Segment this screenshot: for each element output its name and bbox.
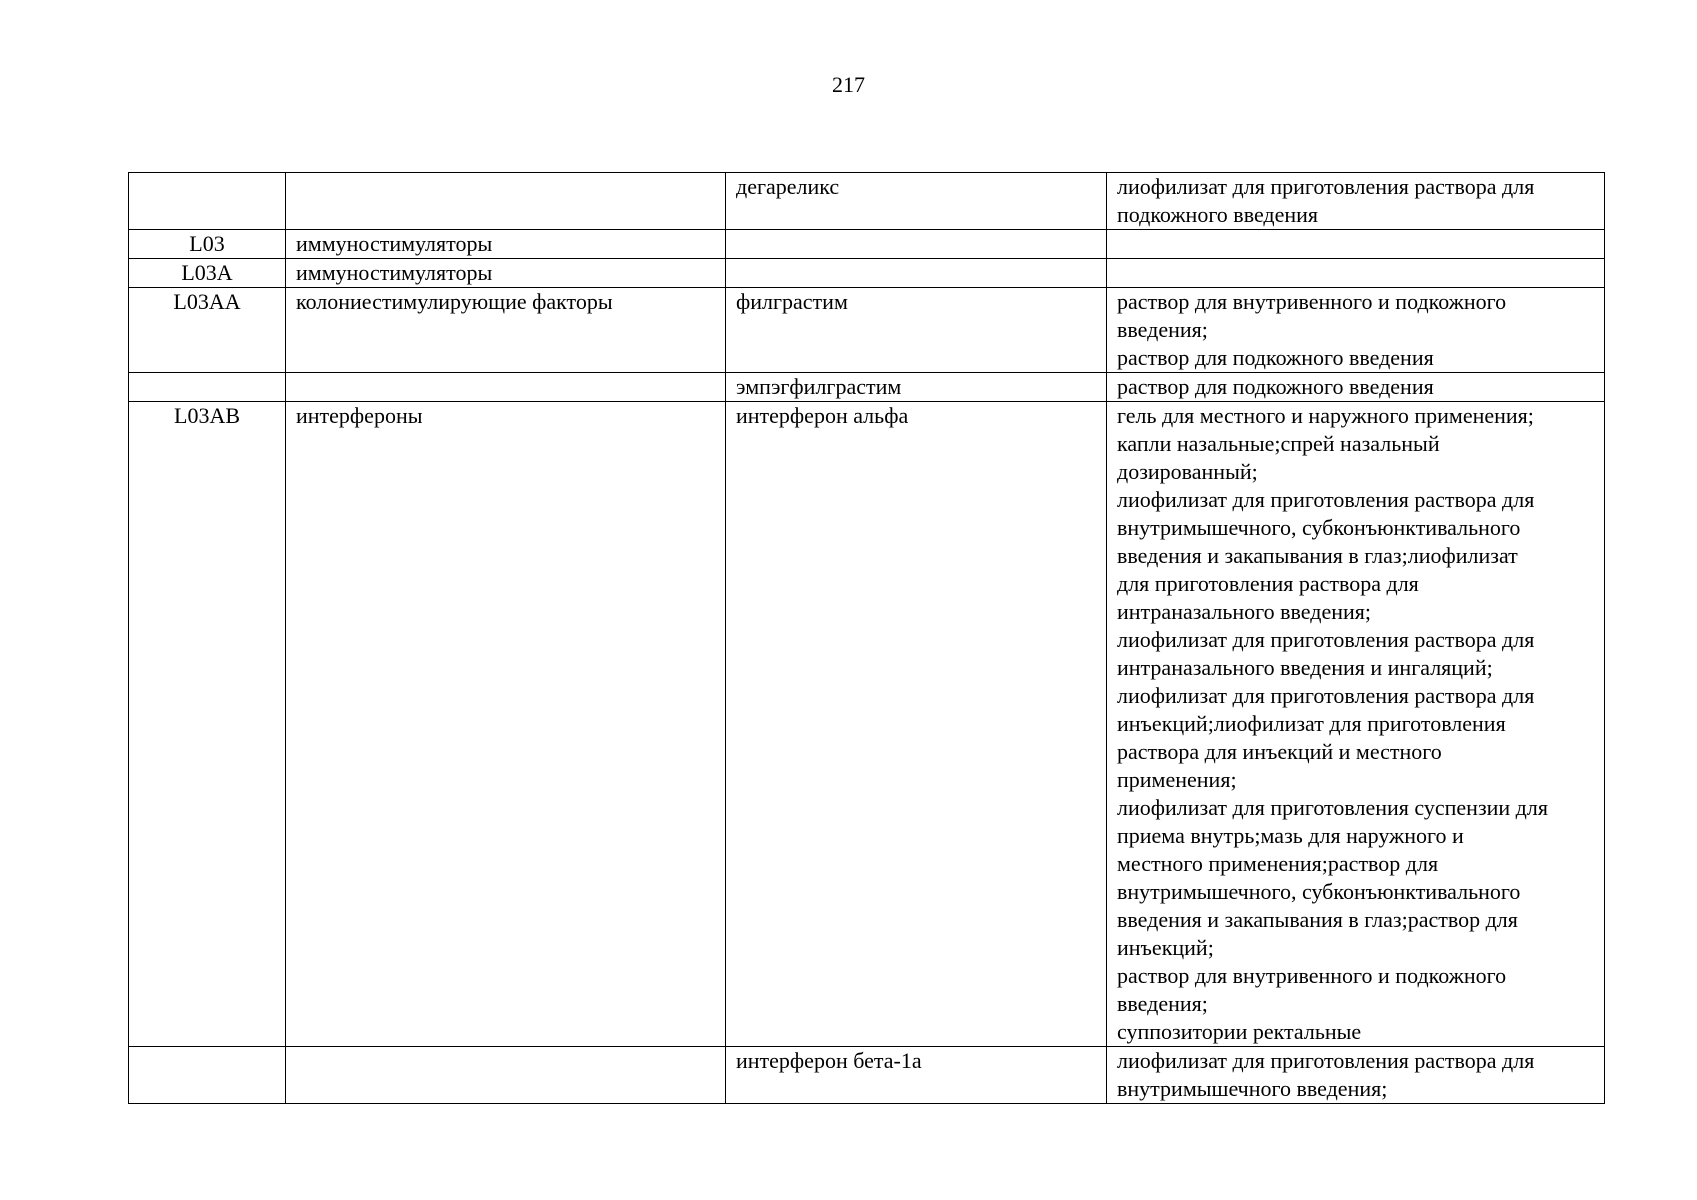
dosage-forms-cell xyxy=(1107,230,1605,259)
drug-name-cell xyxy=(726,230,1107,259)
dosage-form-line: раствор для подкожного введения xyxy=(1117,345,1434,370)
table-row xyxy=(129,259,1605,288)
drug-name-cell: дегареликс xyxy=(726,173,1107,230)
dosage-form-line: лиофилизат для приготовления раствора для xyxy=(1117,174,1535,199)
group-cell xyxy=(286,173,726,230)
group-cell: иммуностимуляторы xyxy=(286,259,726,288)
dosage-form-line: лиофилизат для приготовления суспензии для xyxy=(1117,795,1548,820)
dosage-form-line: приема внутрь;мазь для наружного и xyxy=(1117,823,1464,848)
atc-code-cell: L03AB xyxy=(129,402,286,1047)
dosage-form-line: дозированный; xyxy=(1117,459,1258,484)
dosage-form-line: внутримышечного, субконъюнктивального xyxy=(1117,879,1521,904)
group-cell: интерфероны xyxy=(286,402,726,1047)
dosage-form-line: подкожного введения xyxy=(1117,202,1319,227)
atc-code-cell: L03A xyxy=(129,259,286,288)
dosage-form-line: лиофилизат для приготовления раствора для xyxy=(1117,627,1535,652)
dosage-forms-cell xyxy=(1107,288,1605,373)
dosage-form-line: интраназального введения и ингаляций; xyxy=(1117,655,1493,680)
dosage-form-line: введения; xyxy=(1117,991,1208,1016)
group-cell xyxy=(286,373,726,402)
drug-name-cell: эмпэгфилграстим xyxy=(726,373,1107,402)
dosage-form-line: лиофилизат для приготовления раствора для xyxy=(1117,683,1535,708)
table-row xyxy=(129,402,1605,1047)
dosage-form-line: местного применения;раствор для xyxy=(1117,851,1439,876)
dosage-form-line: введения и закапывания в глаз;лиофилизат xyxy=(1117,543,1518,568)
atc-code-cell xyxy=(129,173,286,230)
dosage-form-line: внутримышечного, субконъюнктивального xyxy=(1117,515,1521,540)
dosage-form-line: раствор для подкожного введения xyxy=(1117,374,1434,399)
atc-code-cell xyxy=(129,1047,286,1104)
dosage-form-line: для приготовления раствора для xyxy=(1117,571,1419,596)
atc-code-cell: L03 xyxy=(129,230,286,259)
dosage-forms-cell xyxy=(1107,259,1605,288)
dosage-form-line: введения и закапывания в глаз;раствор для xyxy=(1117,907,1518,932)
drug-name-cell: филграстим xyxy=(726,288,1107,373)
dosage-form-line: гель для местного и наружного применения; xyxy=(1117,403,1534,428)
dosage-forms-cell xyxy=(1107,373,1605,402)
table-row xyxy=(129,373,1605,402)
table-row xyxy=(129,230,1605,259)
atc-code-cell: L03AA xyxy=(129,288,286,373)
dosage-form-line: капли назальные;спрей назальный xyxy=(1117,431,1440,456)
dosage-form-line: инъекций;лиофилизат для приготовления xyxy=(1117,711,1506,736)
drug-name-cell xyxy=(726,259,1107,288)
dosage-form-line: применения; xyxy=(1117,767,1237,792)
table-row xyxy=(129,288,1605,373)
dosage-forms-cell xyxy=(1107,402,1605,1047)
dosage-form-line: лиофилизат для приготовления раствора для xyxy=(1117,1048,1535,1073)
group-cell: иммуностимуляторы xyxy=(286,230,726,259)
dosage-form-line: внутримышечного введения; xyxy=(1117,1076,1388,1101)
drug-name-cell: интерферон бета-1a xyxy=(726,1047,1107,1104)
dosage-form-line: раствор для внутривенного и подкожного xyxy=(1117,963,1507,988)
group-cell xyxy=(286,1047,726,1104)
dosage-form-line: инъекций; xyxy=(1117,935,1214,960)
table-body xyxy=(129,173,1605,1104)
dosage-form-line: раствор для внутривенного и подкожного xyxy=(1117,289,1507,314)
group-cell: колониестимулирующие факторы xyxy=(286,288,726,373)
dosage-forms-cell xyxy=(1107,173,1605,230)
table-row xyxy=(129,1047,1605,1104)
dosage-forms-cell xyxy=(1107,1047,1605,1104)
atc-code-cell xyxy=(129,373,286,402)
page-number: 217 xyxy=(832,72,865,97)
dosage-form-line: введения; xyxy=(1117,317,1208,342)
drug-name-cell: интерферон альфа xyxy=(726,402,1107,1047)
drug-table xyxy=(128,172,1605,1104)
dosage-form-line: интраназального введения; xyxy=(1117,599,1371,624)
dosage-form-line: суппозитории ректальные xyxy=(1117,1019,1362,1044)
table-row xyxy=(129,173,1605,230)
dosage-form-line: лиофилизат для приготовления раствора для xyxy=(1117,487,1535,512)
dosage-form-line: раствора для инъекций и местного xyxy=(1117,739,1442,764)
